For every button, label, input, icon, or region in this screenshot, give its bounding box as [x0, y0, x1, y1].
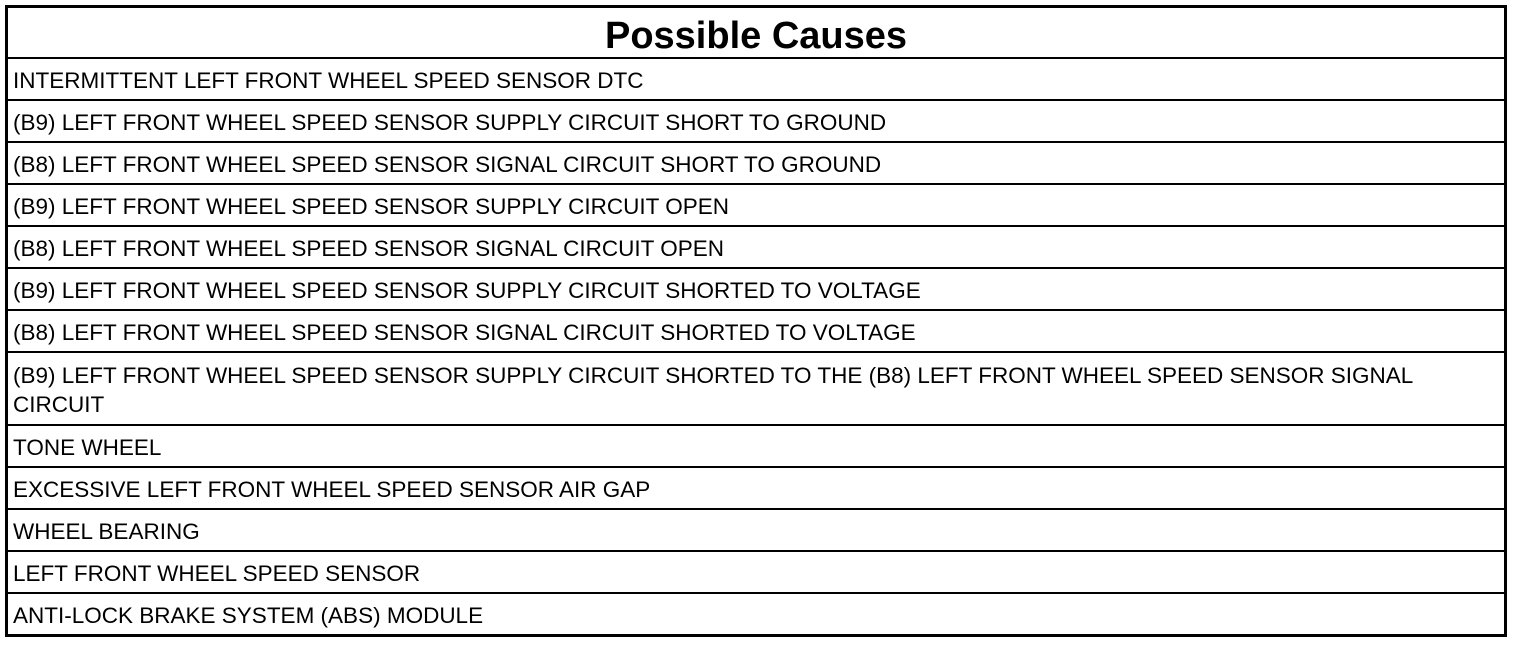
- table-row: TONE WHEEL: [8, 426, 1504, 468]
- table-row: (B8) LEFT FRONT WHEEL SPEED SENSOR SIGNAL CIRCUIT SHORTED TO VOLTAGE: [8, 311, 1504, 353]
- table-row: ANTI-LOCK BRAKE SYSTEM (ABS) MODULE: [13, 603, 484, 628]
- table-row: LEFT FRONT WHEEL SPEED SENSOR: [8, 552, 1504, 594]
- table-row: (B9) LEFT FRONT WHEEL SPEED SENSOR SUPPLY CIRCUIT SHORTED TO VOLTAGE: [8, 269, 1504, 311]
- table-row: (B9) LEFT FRONT WHEEL SPEED SENSOR SUPPLY CIRCUIT SHORTED TO THE (B8) LEFT FRONT WHEEL SPEED SENSOR SIGNAL CIRCUIT: [8, 353, 1504, 426]
- table-row: EXCESSIVE LEFT FRONT WHEEL SPEED SENSOR AIR GAP: [8, 468, 1504, 510]
- table-row: (B9) LEFT FRONT WHEEL SPEED SENSOR SUPPLY CIRCUIT SHORT TO GROUND: [8, 101, 1504, 143]
- possible-causes-table: [5, 5, 1507, 637]
- table-row: (B8) LEFT FRONT WHEEL SPEED SENSOR SIGNAL CIRCUIT SHORT TO GROUND: [8, 143, 1504, 185]
- table-row: (B9) LEFT FRONT WHEEL SPEED SENSOR SUPPLY CIRCUIT OPEN: [8, 185, 1504, 227]
- table-row: INTERMITTENT LEFT FRONT WHEEL SPEED SENSOR DTC: [8, 59, 1504, 101]
- table-title: Possible Causes: [8, 8, 1504, 59]
- table-row: WHEEL BEARING: [8, 510, 1504, 552]
- table-row: (B8) LEFT FRONT WHEEL SPEED SENSOR SIGNAL CIRCUIT OPEN: [8, 227, 1504, 269]
